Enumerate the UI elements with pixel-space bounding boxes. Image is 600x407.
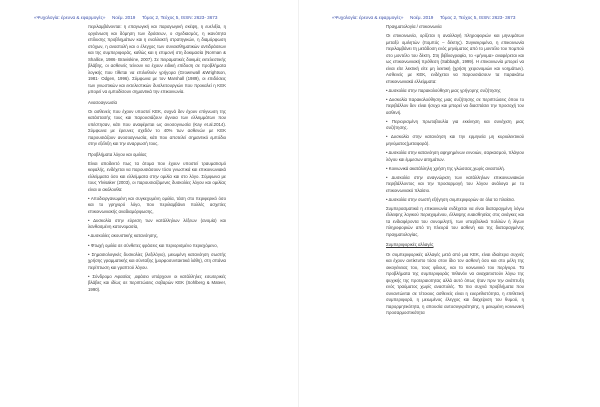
- bullet-item: • Δυσκολία στην παρακολούθηση μιας γρήγορης συζήτησης: [386, 87, 501, 93]
- bullet-item: • Σημασιολογικές δυσκολίες (λεξιλόγιο), μειωμένη κατανόηση σωστής χρήσης γραμματικής και σύνταξης (μορφοσυντακτικά λάθη), στη σπάνια περίπτωση και γραπτού λόγου.: [88, 251, 226, 270]
- section-heading-anosognosia: Ανασοαγνωσία: [88, 99, 118, 105]
- paragraph: περιλαμβάνονται: η επαγωγική και παραγωγική σκέψη, η ευελιξία, η οργάνωση και δόμηση των δράσεων, ο σχεδιασμός, η ικανότητα επίλυσης προβλημάτων και η εναλλακτή στρατηγικών, η διαμόρφωση στόχων, η αναστολή και ο έλεγχος των συναισθηματικών αντιδράσεων και της συμπεριφοράς, καθώς και η επιμονή στη δοκιμασία (Norman & Shallice, 1986· Braviskine, 2007). Σε πειραματικές δοκιμές εκτελεστικής βλάβης, οι ασθενείς τείνουν να έχουν ειδική επίδοση σε προβλήματα λογικής που τίθεται να επιλυθούν γρήγορα (Grownwall &Wrightson, 1981· Odgen, 1996). Σύμφωνα με τον Marshall (1989), οι επιδόσεις των γνωστικών και εκτελεστικών δυσλειτουργιών που προκαλεί η ΚΕΚ μπορεί να εμποδίσουν σημαντικά την επικοινωνία.: [88, 24, 226, 94]
- bullet-item: • Περιορισμένη πρωτοβουλία για εκκίνηση και συνέχιση μιας συζήτησης.: [386, 118, 524, 131]
- journal-title: «Ψυχολογία: έρευνα & εφαρμογές»: [34, 15, 106, 20]
- bullet-item: • Δυσκολία στην σωστή εξήγηση συμπεριφορών σε όλα τα πλαίσια.: [386, 196, 515, 202]
- bullet-item: • Δυσκολία παρακολούθησης μιας συζήτησης σε περιπτώσεις όπου το περιβάλλον δεν είναι ήσυχο και μπορεί να διασπάσει την προσοχή του ασθενή.: [386, 96, 524, 115]
- paragraph: Οι συμπεριφορικές αλλαγές μετά από μια ΚΕΚ, είναι ιδιαίτερα συχνές και έχουν αντίκτυπο τόσο στον ίδιο τον ασθενή όσο και στο μέλη της οικογένειας του, τους φίλους, και το κοινωνικό του περίγυρο. Τα προβλήματα της συμπεριφοράς πιθανόν να αναχαιτιστούν λόγω της ψυχικής της προτεραιοτητας αλλά αυτό όπως ήταν πριν την ανάπτυξη ενός τραύματος χωρίς αναστολές. Τα πιο συχνά προβλήματα που συναντώνται σε τέτοιους ασθενείς είναι η ευερεθιστότητα, η επιθετική συμπεριφορά, η μειωμένος έλεγχος και διαχείριση του θυμού, η παρορμητικότητα, η απουσία αυτοσυγκράτησης, η μειωμένη κοινωνική προσαρμοστικότητα: [386, 251, 524, 316]
- bullet-item: • Κοινωνικά ακατάλληλη χρήση της γλώσσας,χωρίς αναστολή.: [386, 165, 506, 171]
- issue-date: Νοέμ. 2019: [112, 15, 136, 20]
- section-heading-behavioral-changes: Συμπεριφορικές αλλαγές: [386, 242, 434, 248]
- volume-issn: Τόμος 2, Τεύχος 5, ISSN: 2623- 3673: [440, 15, 516, 20]
- right-text-column: [386, 24, 524, 319]
- paragraph: Είναι αποδεκτό πως τα άτομα που έχουν υποστεί τραυματισμό κεφαλής, ενδέχεται να παρουσιάσουν τόσο γνωστικά και επικοινωνιακά ελλείμματα όσο και ελλείμματα στην ομιλία και στο λόγο. Σύμφωνα με τους Ylvisaker (2003), οι παρουσιαζόμενες δυσκολίες λόγου και ομιλίας είναι οι ακόλουθα:: [88, 160, 226, 192]
- bullet-item: • Δυσκολία στην κατανόηση αφηρημένων εννοιών, σαρκασμού, πλάγιου λόγου και έμμεσων αιτημάτων.: [386, 150, 524, 162]
- section-heading-pragmatics: Πραγματολογία / επικοινωνία: [386, 24, 442, 29]
- right-page: [302, 0, 594, 407]
- left-page: [4, 0, 296, 407]
- volume-issn: Τόμος 2, Τεύχος 5, ISSN: 2623- 3673: [142, 15, 218, 20]
- paragraph: Οι ασθενείς που έχουν υποστεί ΚΕΚ, συχνά δεν έχουν επίγνωση της κατάστασής τους και παρουσιάζουν άγνοια των ελλειμμάτων που υπέστησαν, κάτι που αναφέρεται ως ανοσογνωσία (Kay et.al.2014). Σύμφωνα με έρευνες σχεδόν το 40% των ασθενών με ΚΕΚ παρουσιάζουν ανοσοαγνωσία, κάτι που αποτελεί σημαντικό εμπόδιο στην εξέλιξη και την αναρρωσή τους.: [88, 108, 226, 147]
- paragraph: Συμπερασματικά η επικοινωνία ενδέχεται να είναι διαταραγμένη λόγω έλλειψης λογικού περιεχομένου, έλλειψης ευαισθησίας στις ανάγκες και τα ενδιαφέροντα του συνομιλητή, των υπερβολικά πολλών ή λίγων πληροφοριών από τη πλευρά του ασθενή και της διαταραγμένης πραγματολογίας.: [386, 205, 524, 237]
- paragraph: Οι επικοινωνία, ορίζεται η αναλλαγή πληροφοριών και μηνυμάτων μεταξύ ομιλητών (πομπός – δέκτης). Συγκεκριμένα, η επικοινωνία περιλαμβάνει τη μετάδοση ενός μηνύματος από το μοντέλο του πομπού στο μοντέλο του δέκτη. Στη βιβλιογραφία, το «μήνυμα» αναφέρεται και ως επικοινωνιακή πρόθεση (Sabbagh, 1999). Η επικοινωνία μπορεί να είναι είτε λεκτική είτε μη λεκτική (χρήση χειρονομιών και νοημάτων). Ασθενείς με ΚΕΚ, ενδέχεται να παρουσιάσουν τα παρακάτω επικοινωνιακά ελλείμματα:: [386, 33, 524, 84]
- bullet-item: • Δυσκολίες ακουστικής κατανόησης,: [88, 233, 159, 239]
- page-divider: [298, 0, 299, 407]
- journal-title: «Ψυχολογία: έρευνα & εφαρμογές»: [332, 15, 404, 20]
- bullet-item: • Σύνδρομο Αφασίας ,αφάσιο υπάρχουν οι κατάλληλες εσωτερικές βλάβες και ιδίως σε περιπτώσεις σοβαρών ΚΕΚ (Sohlberg & Mateer, 1990).: [88, 273, 226, 292]
- issue-date: Νοέμ. 2019: [410, 15, 434, 20]
- left-text-column: [88, 24, 226, 296]
- running-header: [302, 4, 594, 20]
- bullet-item: • Δυσκολία στην εύρεση των κατάλληλων λέξεων (ανομία) και λανθασμένη κατονομασία,: [88, 217, 226, 230]
- section-heading-speech-problems: Προβλήματα λόγου και ομιλίας: [88, 151, 147, 157]
- bullet-item: • Δυσκολία στην κατανόηση και την ερμηνεία μη κυριολεκτικού μηνύματος(μεταφορά).: [386, 134, 524, 146]
- bullet-item: • Αποδιοργανωμένη και συγκεχυμένη ομιλία, τάση στο περιφερικό όσο και το γρηγορό λόγο, που περιλαμβάνει πολλές ασχετίες επικοινωνιακής αναδιαμόρφωσης,: [88, 195, 226, 214]
- bullet-item: • Φτωχή ομιλία σε σύνθετες φράσεις και περιορισμένο περιεχόμενο,: [88, 242, 218, 248]
- running-header: [4, 4, 296, 20]
- bullet-item: • Δυσκολία στην αναγνώριση των κατάλληλων επικοινωνιακών περιβάλλοντος και την προσαρμογή του λόγου ανάλογα με το επικοινωνιακό πλαίσιο.: [386, 174, 524, 193]
